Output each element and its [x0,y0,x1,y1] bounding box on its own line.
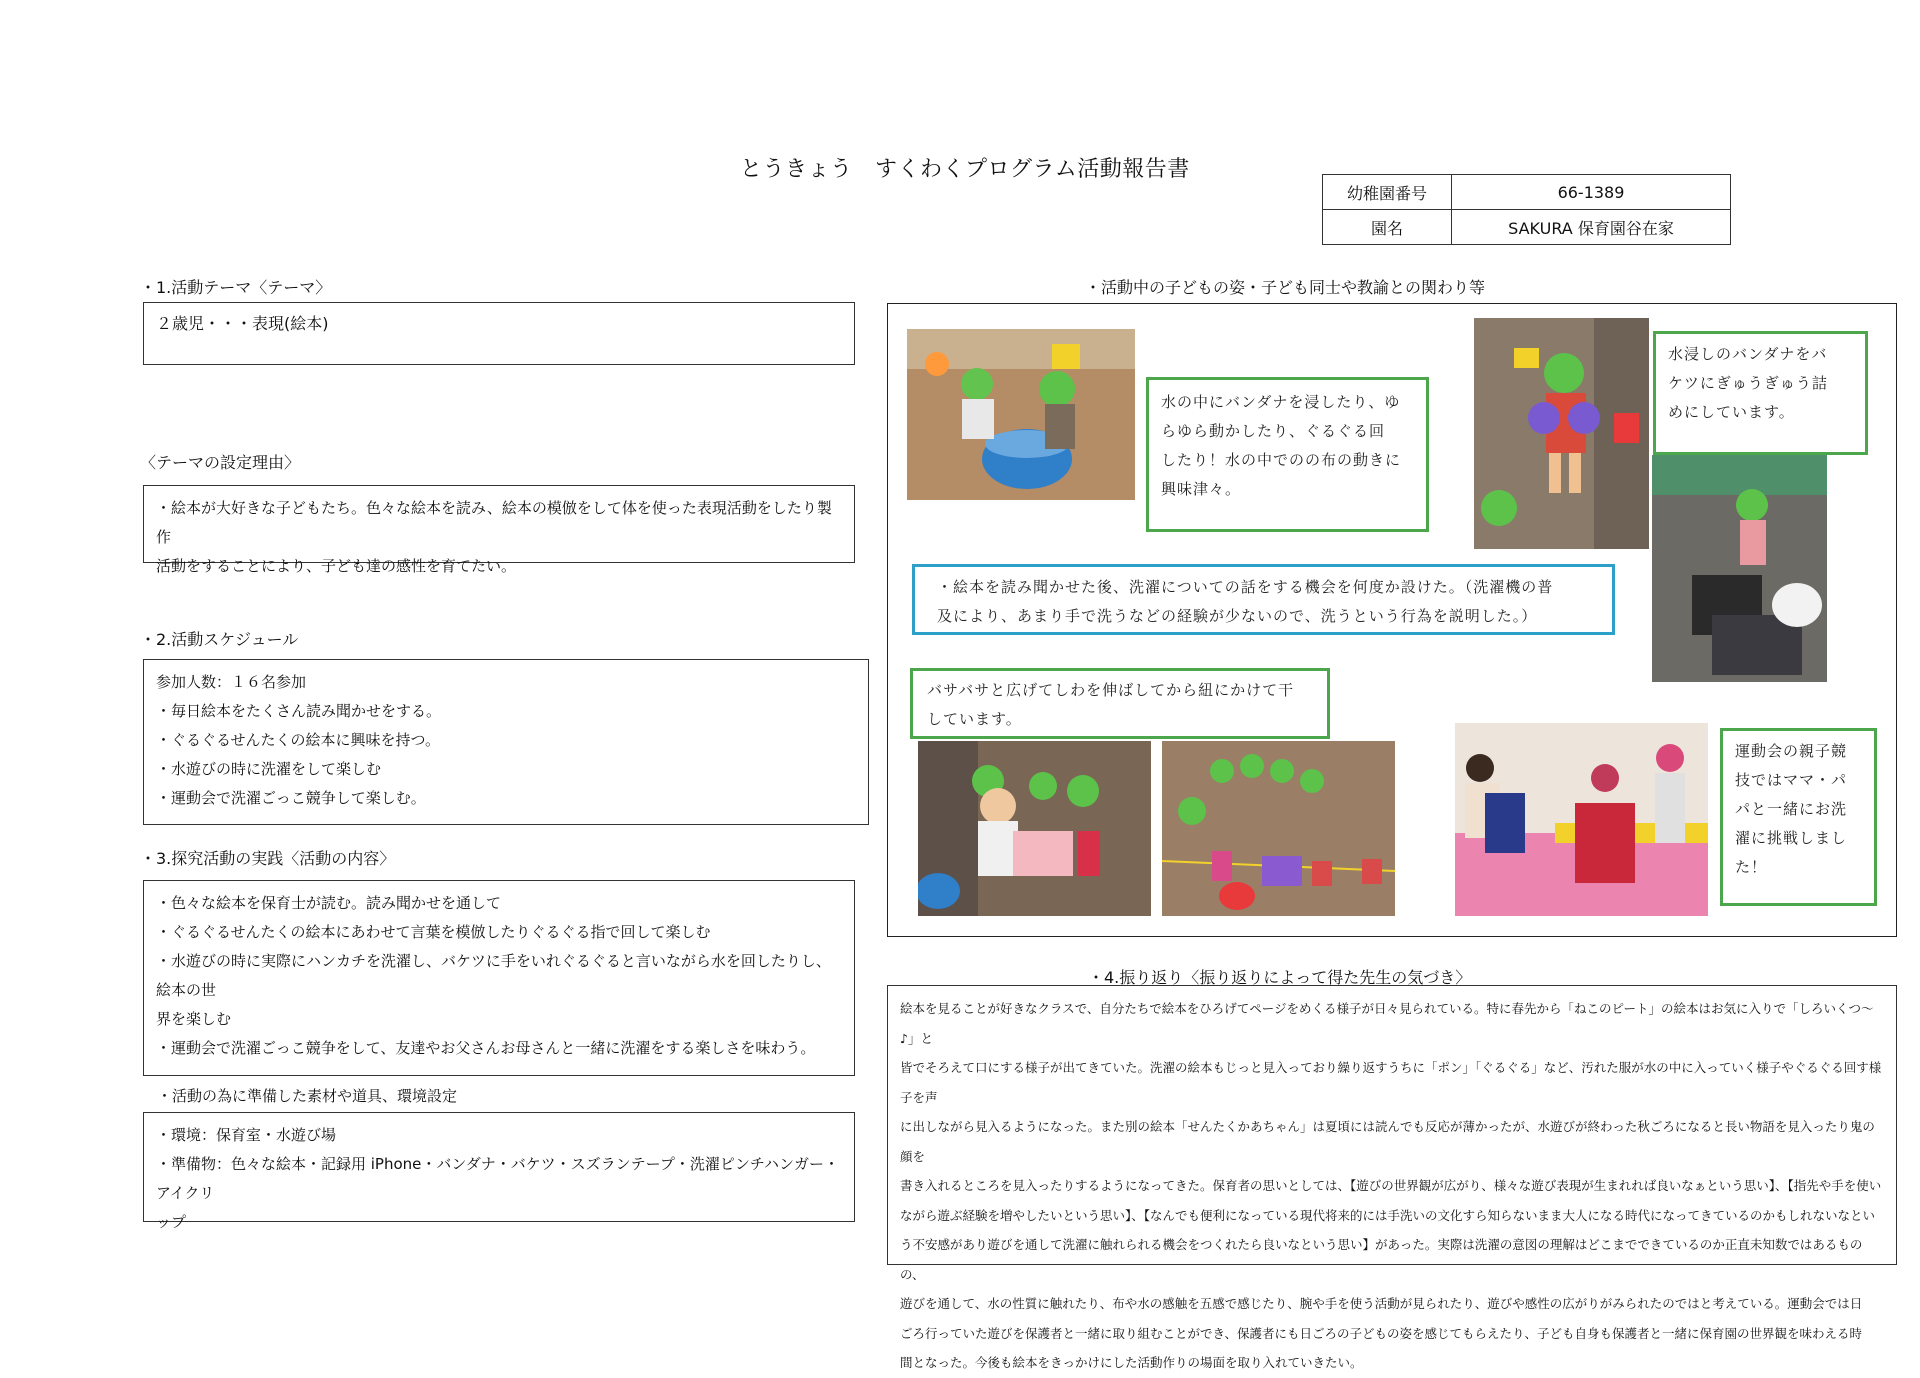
caption-4-line: しています。 [927,710,1022,728]
caption-1-line: 興味津々。 [1161,480,1242,498]
schedule-line: 参加人数：１６名参加 [156,673,307,691]
caption-1-line: したり！水の中でのの布の動きに [1161,451,1402,469]
photo-child-spreading-cloth [918,741,1151,916]
materials-heading: ・活動の為に準備した素材や道具、環境設定 [157,1087,458,1105]
photo-sports-day [1455,723,1708,916]
photo-child-holding-bandanas [1474,318,1649,549]
theme-text: ２歳児・・・表現(絵本) [156,314,329,333]
reflection-line: 絵本を見ることが好きなクラスで、自分たちで絵本をひろげてページをめくる様子が日々見られている。特に春先から「ねこのピート」の絵本はお気に入りで「しろいくつ～♪」と [900,1001,1874,1046]
caption-2-line: ケツにぎゅうぎゅう詰 [1668,374,1828,392]
reason-heading: 〈テーマの設定理由〉 [140,453,301,472]
reflection-line: う不安感があり遊びを通して洗濯に触れられる機会をつくれたら良いなという思い】があった。実際は洗濯の意図の理解はどこまでできているのか正直未知数ではあるものの、 [900,1237,1863,1282]
caption-3 [912,564,1615,635]
section3-heading: ・3.探究活動の実践〈活動の内容〉 [140,849,396,868]
schedule-box [143,659,869,825]
practice-line: ・水遊びの時に実際にハンカチを洗濯し、バケツに手をいれぐるぐると言いながら水を回したりし、絵本の世 [156,952,831,999]
theme-box [143,302,855,365]
caption-2-line: めにしています。 [1668,403,1795,421]
reason-box [143,485,855,575]
name-label: 園名 [1323,210,1452,245]
caption-5-line: 運動会の親子競 [1735,742,1848,760]
caption-3-line: 及により、あまり手で洗うなどの経験が少ないので、洗うという行為を説明した。） [937,607,1538,625]
caption-2-line: 水浸しのバンダナをバ [1668,345,1828,363]
practice-box [143,880,855,1076]
schedule-line: ・ぐるぐるせんたくの絵本に興味を持つ。 [156,731,440,749]
reflection-line: 間となった。今後も絵本をきっかけにした活動作りの場面を取り入れていきたい。 [900,1355,1363,1370]
reflection-line: ながら遊ぶ経験を増やしたいという思い】、【なんでも便利になっている現代将来的には手洗いの文化すら知らないまま大人になる時代になってきているのかもしれないなとい [900,1207,1876,1223]
caption-2 [1653,331,1868,455]
schedule-line: ・運動会で洗濯ごっこ競争して楽しむ。 [156,789,426,807]
caption-5-line: た！ [1735,858,1768,876]
number-value: 66-1389 [1452,175,1731,210]
caption-1 [1146,377,1429,532]
schedule-line: ・水遊びの時に洗濯をして楽しむ [156,760,382,778]
practice-line: ・運動会で洗濯ごっこ競争をして、友達やお父さんお母さんと一緒に洗濯をする楽しさを味わう。 [156,1039,816,1057]
section1-heading: ・1.活動テーマ〈テーマ〉 [140,278,332,297]
caption-1-line: 水の中にバンダナを浸したり、ゆ [1161,393,1401,411]
caption-5-line: 技ではママ・パ [1735,771,1848,789]
caption-5 [1720,728,1877,906]
caption-4 [910,668,1330,739]
reason-line: 活動をすることにより、子ども達の感性を育てたい。 [156,557,517,575]
practice-line: 界を楽しむ [156,1010,232,1028]
photo-line-of-laundry [1162,741,1395,916]
reflection-line: ごろ行っていた遊びを保護者と一緒に取り組むことができ、保護者にも日ごろの子どもの姿を感じてもらえたり、子ども自身も保護者と一緒に保育園の世界観を味わえる時 [900,1325,1863,1341]
materials-line: ップ [156,1213,187,1231]
info-table [1322,174,1731,245]
photo-water-bucket [907,329,1135,500]
photo-hanging-bandanas [1652,455,1827,682]
reflection-line: 書き入れるところを見入ったりするようになってきた。保育者の思いとしては、【遊びの世界観が広がり、様々な遊び表現が生まれれば良いなぁという思い】、【指先や手を使い [900,1178,1882,1193]
section2-heading: ・2.活動スケジュール [140,630,299,649]
reflection-line: 遊びを通して、水の性質に触れたり、布や水の感触を五感で感じたり、腕や手を使う活動が見られたり、遊びや感性の広がりがみられたのではと考えている。運動会では日 [900,1296,1863,1311]
caption-1-line: らゆら動かしたり、ぐるぐる回 [1161,422,1386,440]
number-label: 幼稚園番号 [1323,175,1452,210]
materials-line: ・準備物：色々な絵本・記録用 iPhone・バンダナ・バケツ・スズランテープ・洗濯ピンチハンガー・アイクリ [156,1155,840,1202]
reflection-line: 皆でそろえて口にする様子が出てきていた。洗濯の絵本もじっと見入っており繰り返すうちに「ポン」「ぐるぐる」など、汚れた服が水の中に入っていく様子やぐるぐる回す様子を声 [900,1060,1882,1105]
materials-line: ・環境：保育室・水遊び場 [156,1126,337,1144]
name-value: SAKURA 保育園谷在家 [1452,210,1731,245]
caption-5-line: パと一緒にお洗 [1735,800,1848,818]
caption-3-line: ・絵本を読み聞かせた後、洗濯についての話をする機会を何度か設けた。（洗濯機の普 [937,578,1554,596]
caption-5-line: 濯に挑戦しまし [1735,829,1848,847]
reflection-box [887,985,1897,1370]
practice-line: ・色々な絵本を保育士が読む。読み聞かせを通して [156,894,502,912]
schedule-line: ・毎日絵本をたくさん読み聞かせをする。 [156,702,442,720]
reflection-heading: ・4.振り返り〈振り返りによって得た先生の気づき〉 [1088,968,1472,987]
reason-line: ・絵本が大好きな子どもたち。色々な絵本を読み、絵本の模倣をして体を使った表現活動をしたり製作 [156,499,832,546]
materials-box [143,1112,855,1231]
reflection-line: に出しながら見入るようになった。また別の絵本「せんたくかあちゃん」は夏頃には読んでも反応が薄かったが、水遊びが終わった秋ごろになると長い物語を見入ったり鬼の顔を [900,1119,1875,1164]
page-title: とうきょう すくわくプログラム活動報告書 [740,157,1190,182]
caption-4-line: バサバサと広げてしわを伸ばしてから紐にかけて干 [927,681,1295,699]
children-heading: ・活動中の子どもの姿・子ども同士や教諭との関わり等 [1085,278,1486,297]
practice-line: ・ぐるぐるせんたくの絵本にあわせて言葉を模倣したりぐるぐる指で回して楽しむ [156,923,711,941]
